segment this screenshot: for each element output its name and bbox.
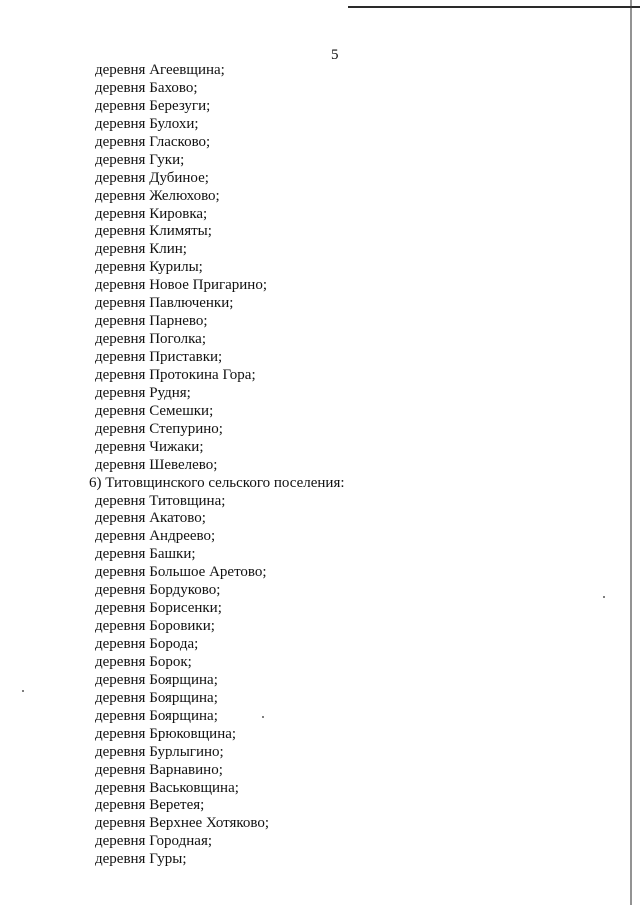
list-item: деревня Боровики; xyxy=(95,618,215,635)
list-item: деревня Агеевщина; xyxy=(95,62,225,78)
list-item: деревня Кировка; xyxy=(95,205,208,222)
list-item: деревня Боярщина; xyxy=(95,707,218,724)
list-item: деревня Поголка; xyxy=(95,331,206,348)
scan-speck xyxy=(262,716,264,718)
list-item: деревня Новое Пригарино; xyxy=(95,277,268,294)
list-item: деревня Башки; xyxy=(95,546,196,563)
scan-edge-right xyxy=(630,0,632,905)
section-heading: 6) Титовщинского сельского поселения: xyxy=(89,474,345,491)
village-list xyxy=(89,62,345,869)
list-item: деревня Павлюченки; xyxy=(95,295,234,312)
list-item: деревня Андреево; xyxy=(95,528,216,545)
scan-edge-top xyxy=(348,6,640,8)
list-item: деревня Акатово; xyxy=(95,510,206,527)
list-item: деревня Васьковщина; xyxy=(95,779,239,796)
list-item: деревня Приставки; xyxy=(95,349,223,365)
scan-speck xyxy=(22,690,24,692)
list-item: деревня Семешки; xyxy=(95,402,214,419)
list-item: деревня Шевелево; xyxy=(95,456,218,473)
list-item: деревня Бордуково; xyxy=(95,582,221,599)
list-item: деревня Веретея; xyxy=(95,797,205,814)
list-item: деревня Бахово; xyxy=(95,79,198,96)
list-item: деревня Гуки; xyxy=(95,151,185,168)
list-item: деревня Булохи; xyxy=(95,115,199,132)
list-item: деревня Рудня; xyxy=(95,384,191,401)
list-item: деревня Желюхово; xyxy=(95,187,220,204)
list-item: деревня Боярщина; xyxy=(95,689,218,706)
list-item: деревня Большое Аретово; xyxy=(95,564,267,581)
list-item: деревня Степурино; xyxy=(95,420,223,437)
list-item: деревня Борода; xyxy=(95,636,199,652)
list-item: деревня Парнево; xyxy=(95,313,208,330)
list-item: деревня Дубиное; xyxy=(95,169,209,186)
list-item: деревня Брюковщина; xyxy=(95,725,237,742)
list-item: деревня Борок; xyxy=(95,653,192,670)
list-item: деревня Бурлыгино; xyxy=(95,743,224,760)
list-item: деревня Верхнее Хотяково; xyxy=(95,815,270,832)
list-item: деревня Климяты; xyxy=(95,223,212,240)
list-item: деревня Боярщина; xyxy=(95,671,218,688)
list-item: деревня Варнавино; xyxy=(95,761,223,778)
list-item: деревня Курилы; xyxy=(95,259,203,276)
list-item: деревня Борисенки; xyxy=(95,600,222,617)
scan-speck xyxy=(603,596,605,598)
list-item: деревня Гуры; xyxy=(95,851,187,868)
page-number: 5 xyxy=(331,47,339,63)
list-item: деревня Березуги; xyxy=(95,97,211,114)
list-item: деревня Чижаки; xyxy=(95,438,204,455)
list-item: деревня Гласково; xyxy=(95,133,211,150)
list-item: деревня Протокина Гора; xyxy=(95,366,256,383)
list-item: деревня Титовщина; xyxy=(95,492,226,509)
list-item: деревня Городная; xyxy=(95,833,213,850)
list-item: деревня Клин; xyxy=(95,241,187,258)
